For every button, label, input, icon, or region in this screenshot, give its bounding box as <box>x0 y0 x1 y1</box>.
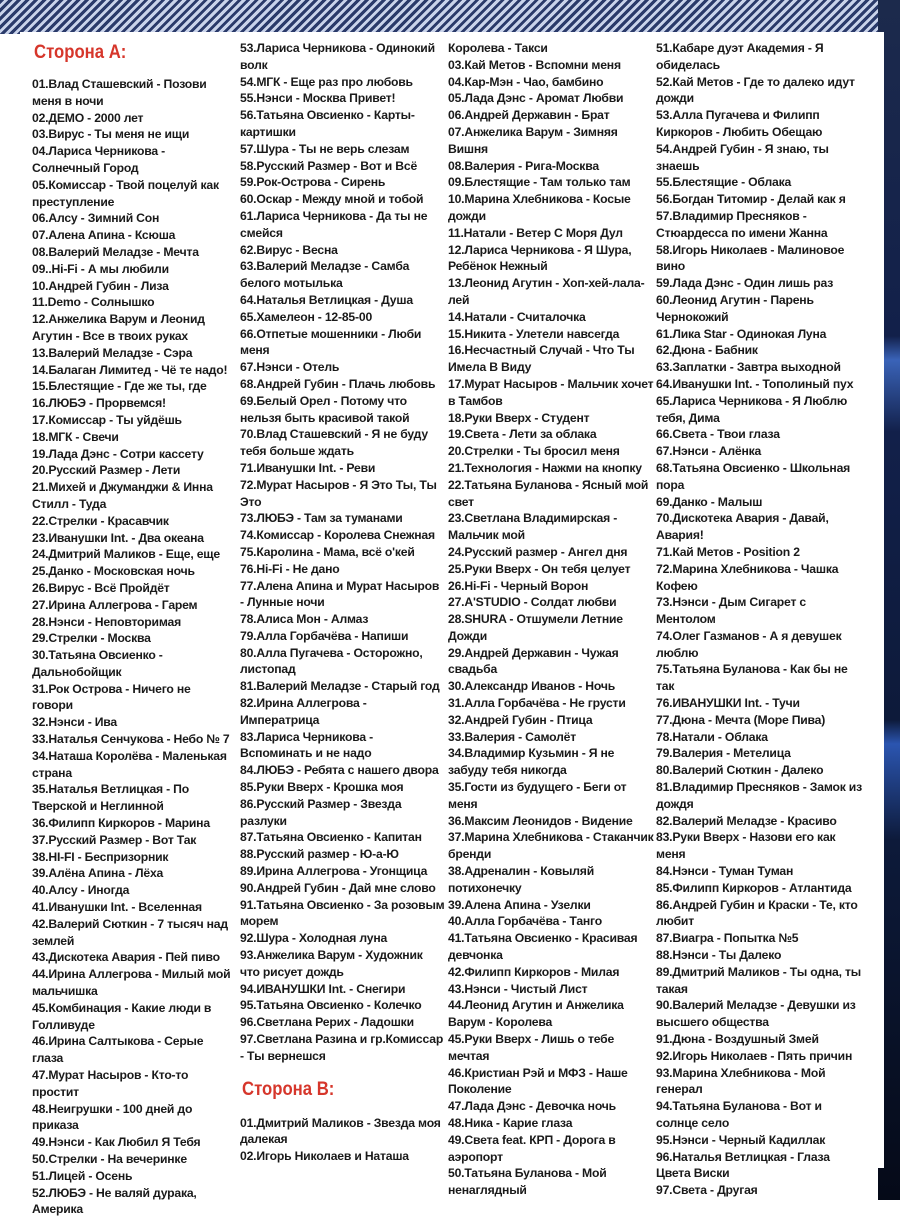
track-item: 09..Hi-Fi - А мы любили <box>32 261 169 276</box>
track-item: 65.Лариса Черникова - Я Люблю тебя, Дима <box>656 393 848 425</box>
track-item: 41.Иванушки Int. - Вселенная <box>32 900 202 915</box>
track-item: 77.Дюна - Мечта (Море Пива) <box>656 712 826 727</box>
track-item: 06.Андрей Державин - Брат <box>448 108 610 123</box>
track-item: 56.Богдан Титомир - Делай как я <box>656 192 846 207</box>
track-item: 45.Комбинация - Какие люди в Голливуде <box>32 1000 212 1032</box>
track-item: 89.Ирина Аллегрова - Угонщица <box>240 864 428 879</box>
track-item: 45.Руки Вверх - Лишь о тебе мечтая <box>448 1032 615 1063</box>
track-item: 07.Алена Апина - Ксюша <box>32 228 176 243</box>
track-item: 02.Игорь Николаев и Наташа <box>240 1149 409 1164</box>
track-item: 97.Света - Другая <box>656 1183 758 1198</box>
track-item: 70.Дискотека Авария - Давай, Авария! <box>656 511 829 543</box>
track-item: 35.Наталья Ветлицкая - По Тверской и Неглинной <box>32 782 189 814</box>
track-item: 44.Ирина Аллегрова - Милый мой мальчишка <box>32 967 231 999</box>
track-item: 20.Стрелки - Ты бросил меня <box>448 444 620 459</box>
track-item: 94.Татьяна Буланова - Вот и солнце село <box>656 1099 822 1130</box>
track-item: 53.Алла Пугачева и Филипп Киркоров - Любить Обещаю <box>656 108 823 139</box>
column-1 <box>32 40 232 1218</box>
track-item: 20.Русский Размер - Лети <box>32 463 181 478</box>
track-item: 26.Hi-Fi - Черный Ворон <box>448 578 589 593</box>
track-item: 08.Валерий Меладзе - Мечта <box>32 244 199 259</box>
track-item: 85.Руки Вверх - Крошка моя <box>240 780 404 795</box>
track-item: 33.Валерия - Самолёт <box>448 729 576 744</box>
track-item: 28.Нэнси - Неповторимая <box>32 614 181 629</box>
track-item: 09.Блестящие - Там только там <box>448 175 631 190</box>
track-item: 18.Руки Вверх - Студент <box>448 410 590 425</box>
column-3 <box>448 40 656 1199</box>
track-item: 32.Нэнси - Ива <box>32 715 118 730</box>
tracklist-sheet <box>20 32 884 1217</box>
track-item: 40.Алла Горбачёва - Танго <box>448 914 603 929</box>
track-item: 05.Лада Дэнс - Аромат Любви <box>448 91 624 106</box>
track-item: 58.Игорь Николаев - Малиновое вино <box>656 242 845 274</box>
track-item: 63.Заплатки - Завтра выходной <box>656 360 841 375</box>
track-item: 24.Русский размер - Ангел дня <box>448 544 628 559</box>
track-item: 39.Алёна Апина - Лёха <box>32 866 164 881</box>
track-item: 54.МГК - Еще раз про любовь <box>240 74 413 89</box>
track-item: 75.Татьяна Буланова - Как бы не так <box>656 662 848 694</box>
track-item: 04.Лариса Черникова - Солнечный Город <box>32 144 165 175</box>
track-item: 50.Стрелки - На вечеринке <box>32 1152 187 1166</box>
track-item: 56.Татьяна Овсиенко - Карты-картишки <box>240 108 415 139</box>
track-item: 39.Алена Апина - Узелки <box>448 897 591 912</box>
track-item: 95.Татьяна Овсиенко - Колечко <box>240 998 422 1013</box>
track-item: 03.Вирус - Ты меня не ищи <box>32 127 190 142</box>
track-item: 90.Андрей Губин - Дай мне слово <box>240 880 436 895</box>
track-item: 62.Вирус - Весна <box>240 242 338 257</box>
track-item: 92.Игорь Николаев - Пять причин <box>656 1048 853 1063</box>
track-item: 86.Андрей Губин и Краски - Те, кто любит <box>656 897 858 929</box>
track-item: 84.ЛЮБЭ - Ребята с нашего двора <box>240 763 439 778</box>
track-item: 21.Технология - Нажми на кнопку <box>448 460 642 475</box>
track-item: 76.ИВАНУШКИ Int. - Тучи <box>656 696 800 711</box>
track-item: 59.Рок-Острова - Сирень <box>240 175 386 190</box>
track-item: 24.Дмитрий Маликов - Еще, еще <box>32 547 220 562</box>
track-item: 07.Анжелика Варум - Зимняя Вишня <box>448 124 618 156</box>
track-item: 13.Леонид Агутин - Хоп-хей-лала-лей <box>448 276 645 307</box>
track-item: 55.Блестящие - Облака <box>656 175 792 190</box>
track-item: 57.Шура - Ты не верь слезам <box>240 141 410 156</box>
track-item: 38.HI-FI - Беспризорник <box>32 849 169 864</box>
track-item: 32.Андрей Губин - Птица <box>448 712 593 727</box>
track-item: 37.Русский Размер - Вот Так <box>32 832 197 847</box>
track-item: 10.Марина Хлебникова - Косые дожди <box>448 192 631 223</box>
track-item: 42.Валерий Сюткин - 7 тысяч над землей <box>32 916 228 948</box>
track-item: 64.Наталья Ветлицкая - Душа <box>240 292 413 307</box>
track-item: 17.Комиссар - Ты уйдёшь <box>32 412 182 427</box>
track-item: 89.Дмитрий Маликов - Ты одна, ты такая <box>656 964 861 996</box>
track-item: 67.Нэнси - Алёнка <box>656 444 762 459</box>
track-item: 94.ИВАНУШКИ Int. - Снегири <box>240 981 406 996</box>
track-item: 97.Светлана Разина и гр.Комиссар - Ты вернешся <box>240 1032 444 1063</box>
side-a-heading: Сторона А: <box>34 42 127 63</box>
track-item: 22.Татьяна Буланова - Ясный мой свет <box>448 477 649 509</box>
track-item: 92.Шура - Холодная луна <box>240 931 388 946</box>
track-item: 88.Нэнси - Ты Далеко <box>656 948 782 963</box>
track-item: 69.Белый Орел - Потому что нельзя быть красивой такой <box>240 393 410 425</box>
track-item: 74.Олег Газманов - А я девушек люблю <box>656 628 842 660</box>
track-item: 33.Наталья Сенчукова - Небо № 7 <box>32 732 230 747</box>
track-item: 73.ЛЮБЭ - Там за туманами <box>240 511 403 526</box>
track-item: 48.Ника - Карие глаза <box>448 1116 573 1130</box>
track-item: 02.ДЕМО - 2000 лет <box>32 110 144 125</box>
track-item: 08.Валерия - Рига-Москва <box>448 158 599 173</box>
track-item: 29.Андрей Державин - Чужая свадьба <box>448 645 619 677</box>
track-item: 25.Данко - Московская ночь <box>32 564 195 579</box>
track-item: 11.Натали - Ветер С Моря Дул <box>448 225 623 240</box>
track-item: 48.Неигрушки - 100 дней до приказа <box>32 1101 193 1133</box>
track-item: 16.Несчастный Случай - Что Ты Имела В Виду <box>448 343 635 375</box>
track-item: 82.Ирина Аллегрова - Императрица <box>240 696 367 727</box>
track-item: 12.Анжелика Варум и Леонид Агутин - Все в твоих руках <box>32 312 205 343</box>
track-item: 51.Кабаре дуэт Академия - Я обиделась <box>656 41 824 72</box>
track-item: 83.Руки Вверх - Назови его как меня <box>656 830 836 862</box>
track-item: 80.Валерий Сюткин - Далеко <box>656 763 824 778</box>
track-item: 71.Иванушки Int. - Реви <box>240 460 376 475</box>
track-item: 61.Лариса Черникова - Да ты не смейся <box>240 208 428 240</box>
track-item: 21.Михей и Джуманджи & Инна Стилл - Туда <box>32 480 213 511</box>
track-item: 61.Лика Star - Одинокая Луна <box>656 326 827 341</box>
track-item: Королева - Такси <box>448 41 548 55</box>
track-item: 49.Нэнси - Как Любил Я Тебя <box>32 1135 201 1150</box>
track-item: 79.Алла Горбачёва - Напиши <box>240 628 409 643</box>
track-item: 86.Русский Размер - Звезда разлуки <box>240 796 402 828</box>
track-item: 78.Натали - Облака <box>656 729 768 744</box>
track-item: 96.Наталья Ветлицкая - Глаза Цвета Виски <box>656 1149 830 1181</box>
track-item: 01.Дмитрий Маликов - Звезда моя далекая <box>240 1115 441 1147</box>
track-item: 27.Ирина Аллегрова - Гарем <box>32 597 198 612</box>
track-item: 23.Иванушки Int. - Два океана <box>32 530 204 545</box>
track-item: 44.Леонид Агутин и Анжелика Варум - Королева <box>448 998 624 1030</box>
track-list-col1 <box>32 76 232 1218</box>
track-item: 87.Виагра - Попытка №5 <box>656 931 799 946</box>
side-b-heading: Сторона В: <box>242 1078 335 1100</box>
track-item: 06.Алсу - Зимний Сон <box>32 211 160 226</box>
track-item: 93.Марина Хлебникова - Мой генерал <box>656 1065 826 1097</box>
track-item: 62.Дюна - Бабник <box>656 343 758 358</box>
track-item: 40.Алсу - Иногда <box>32 883 130 898</box>
column-2 <box>240 40 445 1165</box>
track-item: 43.Дискотека Авария - Пей пиво <box>32 950 220 965</box>
track-item: 14.Балаган Лимитед - Чё те надо! <box>32 362 228 377</box>
track-item: 36.Филипп Киркоров - Марина <box>32 816 210 831</box>
track-item: 70.Влад Сташевский - Я не буду тебя больше ждать <box>240 427 428 459</box>
track-item: 01.Влад Сташевский - Позови меня в ночи <box>32 77 207 108</box>
track-item: 04.Кар-Мэн - Чао, бамбино <box>448 74 604 89</box>
track-item: 31.Рок Острова - Ничего не говори <box>32 681 191 713</box>
track-item: 49.Света feat. КРП - Дорога в аэропорт <box>448 1132 616 1164</box>
track-item: 50.Татьяна Буланова - Мой ненаглядный <box>448 1166 607 1198</box>
track-item: 18.МГК - Свечи <box>32 429 119 444</box>
track-item: 72.Мурат Насыров - Я Это Ты, Ты Это <box>240 477 437 509</box>
track-item: 77.Алена Апина и Мурат Насыров - Лунные ночи <box>240 578 440 610</box>
track-item: 46.Кристиан Рэй и МФЗ - Наше Поколение <box>448 1065 628 1097</box>
track-item: 63.Валерий Меладзе - Самба белого мотылька <box>240 259 410 291</box>
track-item: 60.Оскар - Между мной и тобой <box>240 192 424 207</box>
track-item: 11.Demo - Солнышко <box>32 295 155 310</box>
track-item: 54.Андрей Губин - Я знаю, ты знаешь <box>656 141 829 173</box>
track-item: 83.Лариса Черникова - Вспоминать и не надо <box>240 729 373 761</box>
track-item: 85.Филипп Киркоров - Атлантида <box>656 880 852 895</box>
track-item: 29.Стрелки - Москва <box>32 631 151 646</box>
track-item: 69.Данко - Малыш <box>656 494 763 509</box>
track-item: 91.Татьяна Овсиенко - За розовым морем <box>240 897 445 929</box>
track-item: 10.Андрей Губин - Лиза <box>32 278 169 293</box>
track-list-col2 <box>240 40 445 1065</box>
track-item: 14.Натали - Считалочка <box>448 309 586 324</box>
track-item: 31.Алла Горбачёва - Не грусти <box>448 696 626 711</box>
track-item: 81.Владимир Пресняков - Замок из дождя <box>656 780 862 811</box>
track-item: 71.Кай Метов - Position 2 <box>656 544 800 559</box>
track-item: 43.Нэнси - Чистый Лист <box>448 981 588 996</box>
track-item: 13.Валерий Меладзе - Сэра <box>32 345 193 360</box>
track-item: 38.Адреналин - Ковыляй потихонечку <box>448 864 594 895</box>
track-item: 93.Анжелика Варум - Художник что рисует дождь <box>240 948 423 979</box>
track-item: 52.ЛЮБЭ - Не валяй дурака, Америка <box>32 1185 197 1217</box>
track-item: 15.Блестящие - Где же ты, где <box>32 379 207 394</box>
column-4 <box>656 40 866 1199</box>
track-item: 34.Владимир Кузьмин - Я не забуду тебя никогда <box>448 746 615 778</box>
track-item: 05.Комиссар - Твой поцелуй как преступление <box>32 177 219 209</box>
track-item: 26.Вирус - Всё Пройдёт <box>32 580 170 595</box>
track-item: 16.ЛЮБЭ - Прорвемся! <box>32 396 166 411</box>
track-item: 59.Лада Дэнс - Один лишь раз <box>656 276 834 291</box>
track-item: 28.SHURA - Отшумели Летние Дожди <box>448 612 623 643</box>
track-item: 30.Александр Иванов - Ночь <box>448 679 615 694</box>
track-item: 66.Света - Твои глаза <box>656 427 780 442</box>
track-list-col3 <box>448 40 656 1199</box>
track-item: 65.Хамелеон - 12-85-00 <box>240 309 373 324</box>
track-item: 23.Светлана Владимирская - Мальчик мой <box>448 511 618 543</box>
track-item: 42.Филипп Киркоров - Милая <box>448 964 620 979</box>
track-item: 81.Валерий Меладзе - Старый год <box>240 679 440 694</box>
track-item: 90.Валерий Меладзе - Девушки из высшего общества <box>656 998 856 1030</box>
track-item: 55.Нэнси - Москва Привет! <box>240 91 396 106</box>
track-item: 27.A'STUDIO - Солдат любви <box>448 595 617 610</box>
track-item: 51.Лицей - Осень <box>32 1168 133 1183</box>
track-item: 30.Татьяна Овсиенко - Дальнобойщик <box>32 648 163 679</box>
track-item: 91.Дюна - Воздушный Змей <box>656 1032 819 1047</box>
track-item: 95.Нэнси - Черный Кадиллак <box>656 1132 826 1147</box>
track-item: 73.Нэнси - Дым Сигарет с Ментолом <box>656 595 806 627</box>
track-item: 75.Каролина - Мама, всё о'кей <box>240 544 415 559</box>
track-item: 68.Татьяна Овсиенко - Школьная пора <box>656 460 851 492</box>
track-item: 12.Лариса Черникова - Я Шура, Ребёнок Нежный <box>448 242 632 274</box>
track-item: 72.Марина Хлебникова - Чашка Кофею <box>656 561 839 593</box>
track-item: 47.Мурат Насыров - Кто-то простит <box>32 1068 189 1099</box>
track-item: 96.Светлана Рерих - Ладошки <box>240 1015 414 1030</box>
track-item: 47.Лада Дэнс - Девочка ночь <box>448 1099 616 1114</box>
track-item: 84.Нэнси - Туман Туман <box>656 864 794 879</box>
track-item: 76.Hi-Fi - Не дано <box>240 561 340 576</box>
track-item: 35.Гости из будущего - Беги от меня <box>448 780 627 811</box>
track-item: 19.Лада Дэнс - Сотри кассету <box>32 446 204 461</box>
track-item: 15.Никита - Улетели навсегда <box>448 326 620 341</box>
track-item: 67.Нэнси - Отель <box>240 360 340 375</box>
track-item: 17.Мурат Насыров - Мальчик хочет в Тамбов <box>448 376 654 408</box>
track-item: 46.Ирина Салтыкова - Серые глаза <box>32 1034 204 1066</box>
track-item: 41.Татьяна Овсиенко - Красивая девчонка <box>448 931 638 963</box>
track-item: 88.Русский размер - Ю-а-Ю <box>240 847 399 862</box>
track-list-col2-side-b <box>240 1115 445 1165</box>
track-item: 52.Кай Метов - Где то далеко идут дожди <box>656 74 855 106</box>
track-item: 22.Стрелки - Красавчик <box>32 513 169 528</box>
decorative-top-border <box>0 0 900 34</box>
track-item: 74.Комиссар - Королева Снежная <box>240 528 435 543</box>
track-item: 68.Андрей Губин - Плачь любовь <box>240 376 436 391</box>
track-item: 60.Леонид Агутин - Парень Чернокожий <box>656 292 814 324</box>
track-list-col4 <box>656 40 866 1199</box>
track-item: 82.Валерий Меладзе - Красиво <box>656 813 837 828</box>
track-item: 34.Наташа Королёва - Маленькая страна <box>32 748 227 780</box>
track-item: 36.Максим Леонидов - Видение <box>448 813 633 828</box>
track-item: 64.Иванушки Int. - Тополиный пух <box>656 376 854 391</box>
track-item: 87.Татьяна Овсиенко - Капитан <box>240 830 422 845</box>
track-item: 37.Марина Хлебникова - Стаканчик бренди <box>448 830 654 862</box>
track-item: 53.Лариса Черникова - Одинокий волк <box>240 41 435 72</box>
track-item: 80.Алла Пугачева - Осторожно, листопад <box>240 645 423 677</box>
track-item: 78.Алиса Мон - Алмаз <box>240 612 369 627</box>
track-item: 66.Отпетые мошенники - Люби меня <box>240 326 422 358</box>
track-item: 58.Русский Размер - Вот и Всё <box>240 158 418 173</box>
track-item: 79.Валерия - Метелица <box>656 746 791 761</box>
track-item: 19.Света - Лети за облака <box>448 427 597 442</box>
track-item: 57.Владимир Пресняков - Стюардесса по имени Жанна <box>656 208 828 240</box>
track-item: 03.Кай Метов - Вспомни меня <box>448 57 621 72</box>
track-item: 25.Руки Вверх - Он тебя целует <box>448 561 631 576</box>
